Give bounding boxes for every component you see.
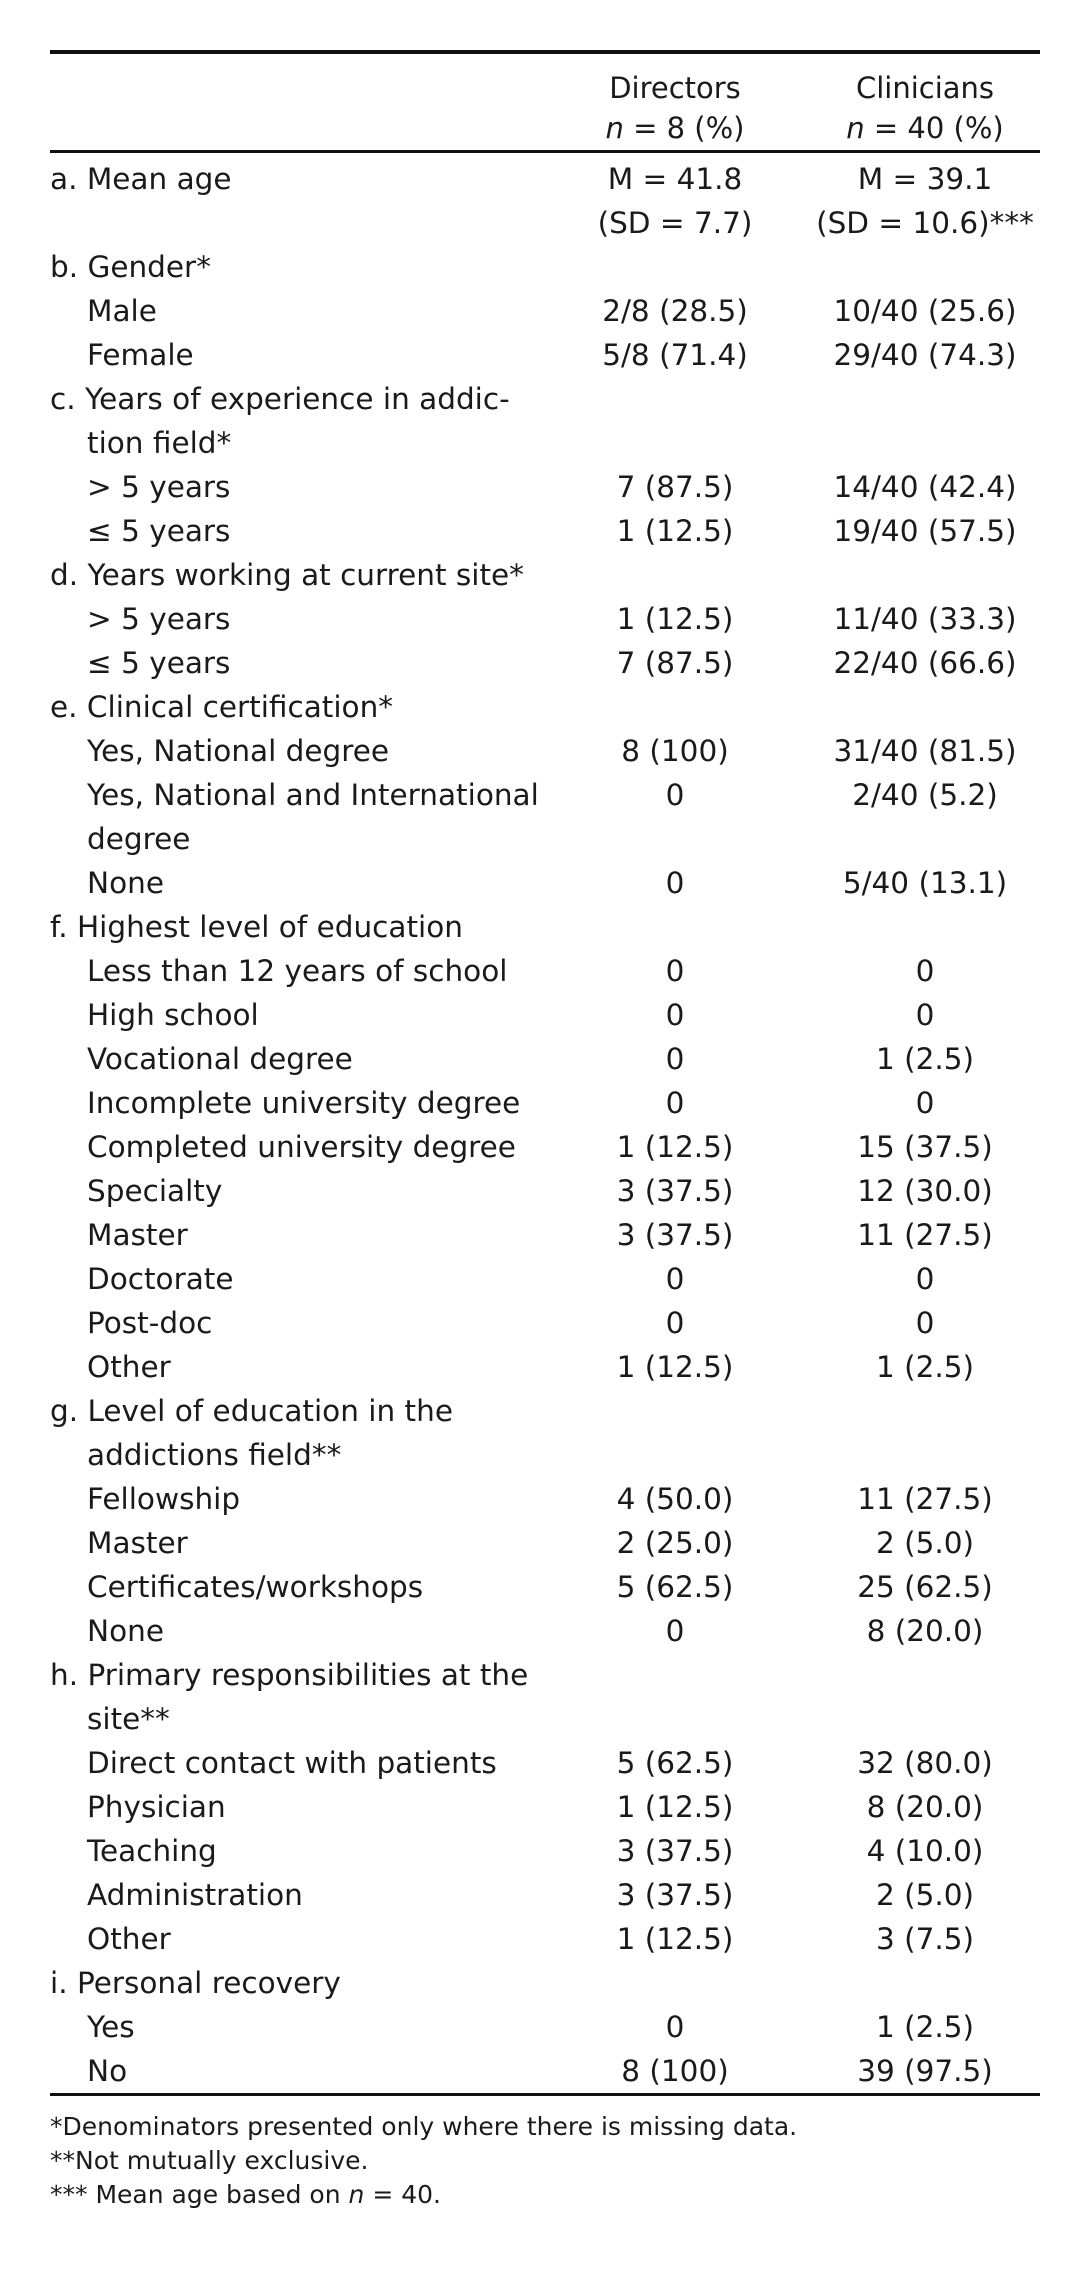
directors-value: 4 (50.0)	[616, 1482, 734, 1516]
clinicians-cell	[810, 333, 1040, 377]
clinicians-cell	[810, 1257, 1040, 1301]
demographics-table	[50, 50, 1040, 2212]
row-label: Direct contact with patients	[87, 1746, 497, 1780]
table-row	[50, 1301, 1040, 1345]
directors-value: 3 (37.5)	[616, 1174, 734, 1208]
directors-cell	[580, 1741, 770, 1785]
section-row	[50, 1961, 1040, 2005]
row-label: > 5 years	[87, 470, 231, 504]
table-row	[50, 597, 1040, 641]
directors-value: 1 (12.5)	[616, 1790, 734, 1824]
clinicians-cell	[810, 1609, 1040, 1653]
directors-n-label: n	[605, 111, 624, 145]
clinicians-value: 12 (30.0)	[857, 1174, 993, 1208]
directors-cell	[580, 1169, 770, 1213]
row-label: e. Clinical certification*	[50, 690, 394, 724]
directors-cell	[580, 1477, 770, 1521]
directors-value: 3 (37.5)	[616, 1218, 734, 1252]
row-label: Completed university degree	[87, 1130, 516, 1164]
directors-cell	[580, 729, 770, 773]
row-label: Other	[87, 1350, 171, 1384]
footnote-3-prefix: *** Mean age based on	[50, 2180, 349, 2209]
directors-value: 0	[665, 954, 685, 988]
row-label: g. Level of education in the addictions field**	[50, 1394, 453, 1472]
clinicians-value: 11 (27.5)	[857, 1482, 993, 1516]
table-row	[50, 1213, 1040, 1257]
clinicians-cell	[810, 1301, 1040, 1345]
table-row	[50, 949, 1040, 993]
table-row	[50, 1609, 1040, 1653]
directors-cell	[580, 773, 770, 817]
clinicians-value: 22/40 (66.6)	[833, 646, 1017, 680]
clinicians-value: 10/40 (25.6)	[833, 294, 1017, 328]
footnote-3	[50, 2178, 1040, 2212]
clinicians-value: 19/40 (57.5)	[833, 514, 1017, 548]
footnote-1: *Denominators presented only where there is missing data.	[50, 2112, 798, 2141]
table-row	[50, 2005, 1040, 2049]
section-row	[50, 553, 1040, 597]
directors-value: M = 41.8	[607, 162, 743, 196]
row-label: Yes, National degree	[87, 734, 390, 768]
clinicians-cell	[810, 1081, 1040, 1125]
directors-value: 5 (62.5)	[616, 1746, 734, 1780]
row-label: Vocational degree	[87, 1042, 353, 1076]
row-label: a. Mean age	[50, 162, 232, 196]
directors-value: 5/8 (71.4)	[602, 338, 748, 372]
table-row	[50, 1521, 1040, 1565]
table-row	[50, 1565, 1040, 1609]
table-header	[50, 54, 1040, 150]
clinicians-value: 0	[915, 1306, 935, 1340]
clinicians-cell	[810, 1345, 1040, 1389]
row-label: Yes, National and International degree	[87, 778, 539, 856]
directors-cell	[580, 861, 770, 905]
table-row	[50, 729, 1040, 773]
directors-value: 0	[665, 1086, 685, 1120]
table-row	[50, 465, 1040, 509]
directors-value: 8 (100)	[621, 734, 729, 768]
clinicians-cell	[810, 1741, 1040, 1785]
bottom-rule	[50, 2093, 1040, 2096]
clinicians-cell	[810, 1169, 1040, 1213]
directors-cell	[580, 333, 770, 377]
table-row	[50, 641, 1040, 685]
clinicians-value: 4 (10.0)	[866, 1834, 984, 1868]
table-row	[50, 1917, 1040, 1961]
directors-value: 3 (37.5)	[616, 1878, 734, 1912]
directors-value: 1 (12.5)	[616, 1130, 734, 1164]
clinicians-value: 8 (20.0)	[866, 1614, 984, 1648]
table-row	[50, 861, 1040, 905]
footnotes	[50, 2110, 1040, 2212]
directors-value: 2 (25.0)	[616, 1526, 734, 1560]
table-body	[50, 153, 1040, 2093]
clinicians-cell	[810, 1213, 1040, 1257]
row-label: ≤ 5 years	[87, 514, 231, 548]
directors-value: 2/8 (28.5)	[602, 294, 748, 328]
clinicians-cell	[810, 773, 1040, 817]
row-label: Certificates/workshops	[87, 1570, 424, 1604]
table-row	[50, 1345, 1040, 1389]
directors-cell	[580, 641, 770, 685]
table-row	[50, 993, 1040, 1037]
clinicians-cell	[810, 2049, 1040, 2093]
directors-value: 8 (100)	[621, 2054, 729, 2088]
clinicians-value: 11/40 (33.3)	[833, 602, 1017, 636]
row-label: c. Years of experience in addic-tion field*	[50, 382, 510, 460]
row-label: Incomplete university degree	[87, 1086, 521, 1120]
clinicians-value: 1 (2.5)	[875, 1350, 975, 1384]
footnote-3-n: n	[348, 2180, 365, 2209]
directors-cell	[580, 949, 770, 993]
clinicians-cell	[810, 465, 1040, 509]
directors-value: 0	[665, 778, 685, 812]
directors-value: 3 (37.5)	[616, 1834, 734, 1868]
row-label: Doctorate	[87, 1262, 234, 1296]
row-label: ≤ 5 years	[87, 646, 231, 680]
clinicians-header	[810, 68, 1040, 148]
footnote-2: **Not mutually exclusive.	[50, 2146, 369, 2175]
directors-cell	[580, 1125, 770, 1169]
directors-header	[580, 68, 770, 148]
row-label: High school	[87, 998, 259, 1032]
row-label: i. Personal recovery	[50, 1966, 341, 2000]
clinicians-value: 29/40 (74.3)	[833, 338, 1017, 372]
clinicians-value: 0	[915, 998, 935, 1032]
clinicians-cell	[810, 1521, 1040, 1565]
clinicians-cell	[810, 1829, 1040, 1873]
directors-value: 1 (12.5)	[616, 602, 734, 636]
clinicians-cell	[810, 597, 1040, 641]
directors-cell	[580, 509, 770, 553]
directors-cell	[580, 157, 770, 245]
directors-value: 5 (62.5)	[616, 1570, 734, 1604]
directors-cell	[580, 993, 770, 1037]
row-label: Fellowship	[87, 1482, 241, 1516]
directors-cell	[580, 1257, 770, 1301]
clinicians-cell	[810, 509, 1040, 553]
row-label: Other	[87, 1922, 171, 1956]
directors-cell	[580, 1565, 770, 1609]
table-row	[50, 773, 1040, 861]
clinicians-value: 31/40 (81.5)	[833, 734, 1017, 768]
directors-value: 1 (12.5)	[616, 514, 734, 548]
directors-cell	[580, 2005, 770, 2049]
row-label: b. Gender*	[50, 250, 211, 284]
directors-value: 0	[665, 866, 685, 900]
table-row	[50, 289, 1040, 333]
directors-cell	[580, 1521, 770, 1565]
clinicians-value: 0	[915, 954, 935, 988]
row-label: Master	[87, 1526, 188, 1560]
directors-cell	[580, 1829, 770, 1873]
clinicians-value: 0	[915, 1262, 935, 1296]
row-label: Less than 12 years of school	[87, 954, 508, 988]
directors-cell	[580, 597, 770, 641]
row-label: None	[87, 1614, 164, 1648]
clinicians-cell	[810, 641, 1040, 685]
table-row	[50, 1169, 1040, 1213]
directors-value: 7 (87.5)	[616, 470, 734, 504]
table-row	[50, 2049, 1040, 2093]
directors-cell	[580, 1917, 770, 1961]
directors-value: 0	[665, 1306, 685, 1340]
row-label: Male	[87, 294, 157, 328]
clinicians-cell	[810, 729, 1040, 773]
directors-value-line2: (SD = 7.7)	[597, 206, 753, 240]
clinicians-value-line2: (SD = 10.6)***	[816, 206, 1034, 240]
directors-cell	[580, 1213, 770, 1257]
row-label: Post-doc	[87, 1306, 213, 1340]
row-label: f. Highest level of education	[50, 910, 463, 944]
clinicians-value: 14/40 (42.4)	[833, 470, 1017, 504]
directors-cell	[580, 1301, 770, 1345]
directors-cell	[580, 465, 770, 509]
clinicians-value: 3 (7.5)	[875, 1922, 975, 1956]
row-label: Teaching	[87, 1834, 217, 1868]
clinicians-value: 5/40 (13.1)	[842, 866, 1008, 900]
directors-cell	[580, 1609, 770, 1653]
directors-value: 0	[665, 1262, 685, 1296]
clinicians-value: 2 (5.0)	[875, 1526, 975, 1560]
directors-value: 0	[665, 1614, 685, 1648]
directors-value: 1 (12.5)	[616, 1922, 734, 1956]
clinicians-cell	[810, 1873, 1040, 1917]
clinicians-cell	[810, 993, 1040, 1037]
row-label: Specialty	[87, 1174, 223, 1208]
table-row	[50, 1829, 1040, 1873]
directors-cell	[580, 1037, 770, 1081]
directors-n	[580, 108, 770, 148]
clinicians-cell	[810, 2005, 1040, 2049]
row-label: No	[87, 2054, 128, 2088]
table-row	[50, 1785, 1040, 1829]
row-label: Yes	[87, 2010, 135, 2044]
row-label: Physician	[87, 1790, 226, 1824]
directors-value: 0	[665, 1042, 685, 1076]
section-row	[50, 685, 1040, 729]
clinicians-cell	[810, 1785, 1040, 1829]
clinicians-value: 25 (62.5)	[857, 1570, 993, 1604]
clinicians-value: 39 (97.5)	[857, 2054, 993, 2088]
table-row	[50, 333, 1040, 377]
directors-cell	[580, 1785, 770, 1829]
section-row	[50, 377, 1040, 465]
clinicians-n-label: n	[846, 111, 865, 145]
directors-cell	[580, 1873, 770, 1917]
clinicians-title: Clinicians	[855, 71, 995, 105]
section-row	[50, 157, 1040, 245]
table-row	[50, 509, 1040, 553]
row-label: Female	[87, 338, 194, 372]
section-row	[50, 245, 1040, 289]
row-label: d. Years working at current site*	[50, 558, 524, 592]
directors-cell	[580, 1081, 770, 1125]
directors-title: Directors	[609, 71, 741, 105]
table-row	[50, 1037, 1040, 1081]
clinicians-value: 32 (80.0)	[857, 1746, 993, 1780]
clinicians-cell	[810, 1917, 1040, 1961]
section-row	[50, 1653, 1040, 1741]
directors-value: 0	[665, 998, 685, 1032]
clinicians-value: 2 (5.0)	[875, 1878, 975, 1912]
row-label: > 5 years	[87, 602, 231, 636]
clinicians-cell	[810, 1565, 1040, 1609]
table-row	[50, 1257, 1040, 1301]
clinicians-value: 1 (2.5)	[875, 1042, 975, 1076]
clinicians-value: 15 (37.5)	[857, 1130, 993, 1164]
directors-cell	[580, 289, 770, 333]
clinicians-value: 2/40 (5.2)	[852, 778, 998, 812]
directors-value: 1 (12.5)	[616, 1350, 734, 1384]
row-label: h. Primary responsibilities at the site**	[50, 1658, 529, 1736]
clinicians-cell	[810, 861, 1040, 905]
table-row	[50, 1741, 1040, 1785]
clinicians-cell	[810, 1037, 1040, 1081]
clinicians-cell	[810, 949, 1040, 993]
clinicians-n-value: = 40 (%)	[864, 111, 1004, 145]
directors-n-value: = 8 (%)	[623, 111, 745, 145]
directors-value: 0	[665, 2010, 685, 2044]
clinicians-cell	[810, 1125, 1040, 1169]
clinicians-cell	[810, 1477, 1040, 1521]
section-row	[50, 905, 1040, 949]
clinicians-value: 8 (20.0)	[866, 1790, 984, 1824]
row-label: None	[87, 866, 164, 900]
table-row	[50, 1081, 1040, 1125]
clinicians-value: 1 (2.5)	[875, 2010, 975, 2044]
clinicians-n	[810, 108, 1040, 148]
directors-value: 7 (87.5)	[616, 646, 734, 680]
table-row	[50, 1873, 1040, 1917]
clinicians-value: 0	[915, 1086, 935, 1120]
row-label: Master	[87, 1218, 188, 1252]
row-label: Administration	[87, 1878, 303, 1912]
clinicians-value: M = 39.1	[857, 162, 993, 196]
clinicians-cell	[810, 157, 1040, 245]
clinicians-cell	[810, 289, 1040, 333]
section-row	[50, 1389, 1040, 1477]
footnote-3-suffix: = 40.	[364, 2180, 441, 2209]
directors-cell	[580, 2049, 770, 2093]
table-row	[50, 1125, 1040, 1169]
table-row	[50, 1477, 1040, 1521]
clinicians-value: 11 (27.5)	[857, 1218, 993, 1252]
directors-cell	[580, 1345, 770, 1389]
